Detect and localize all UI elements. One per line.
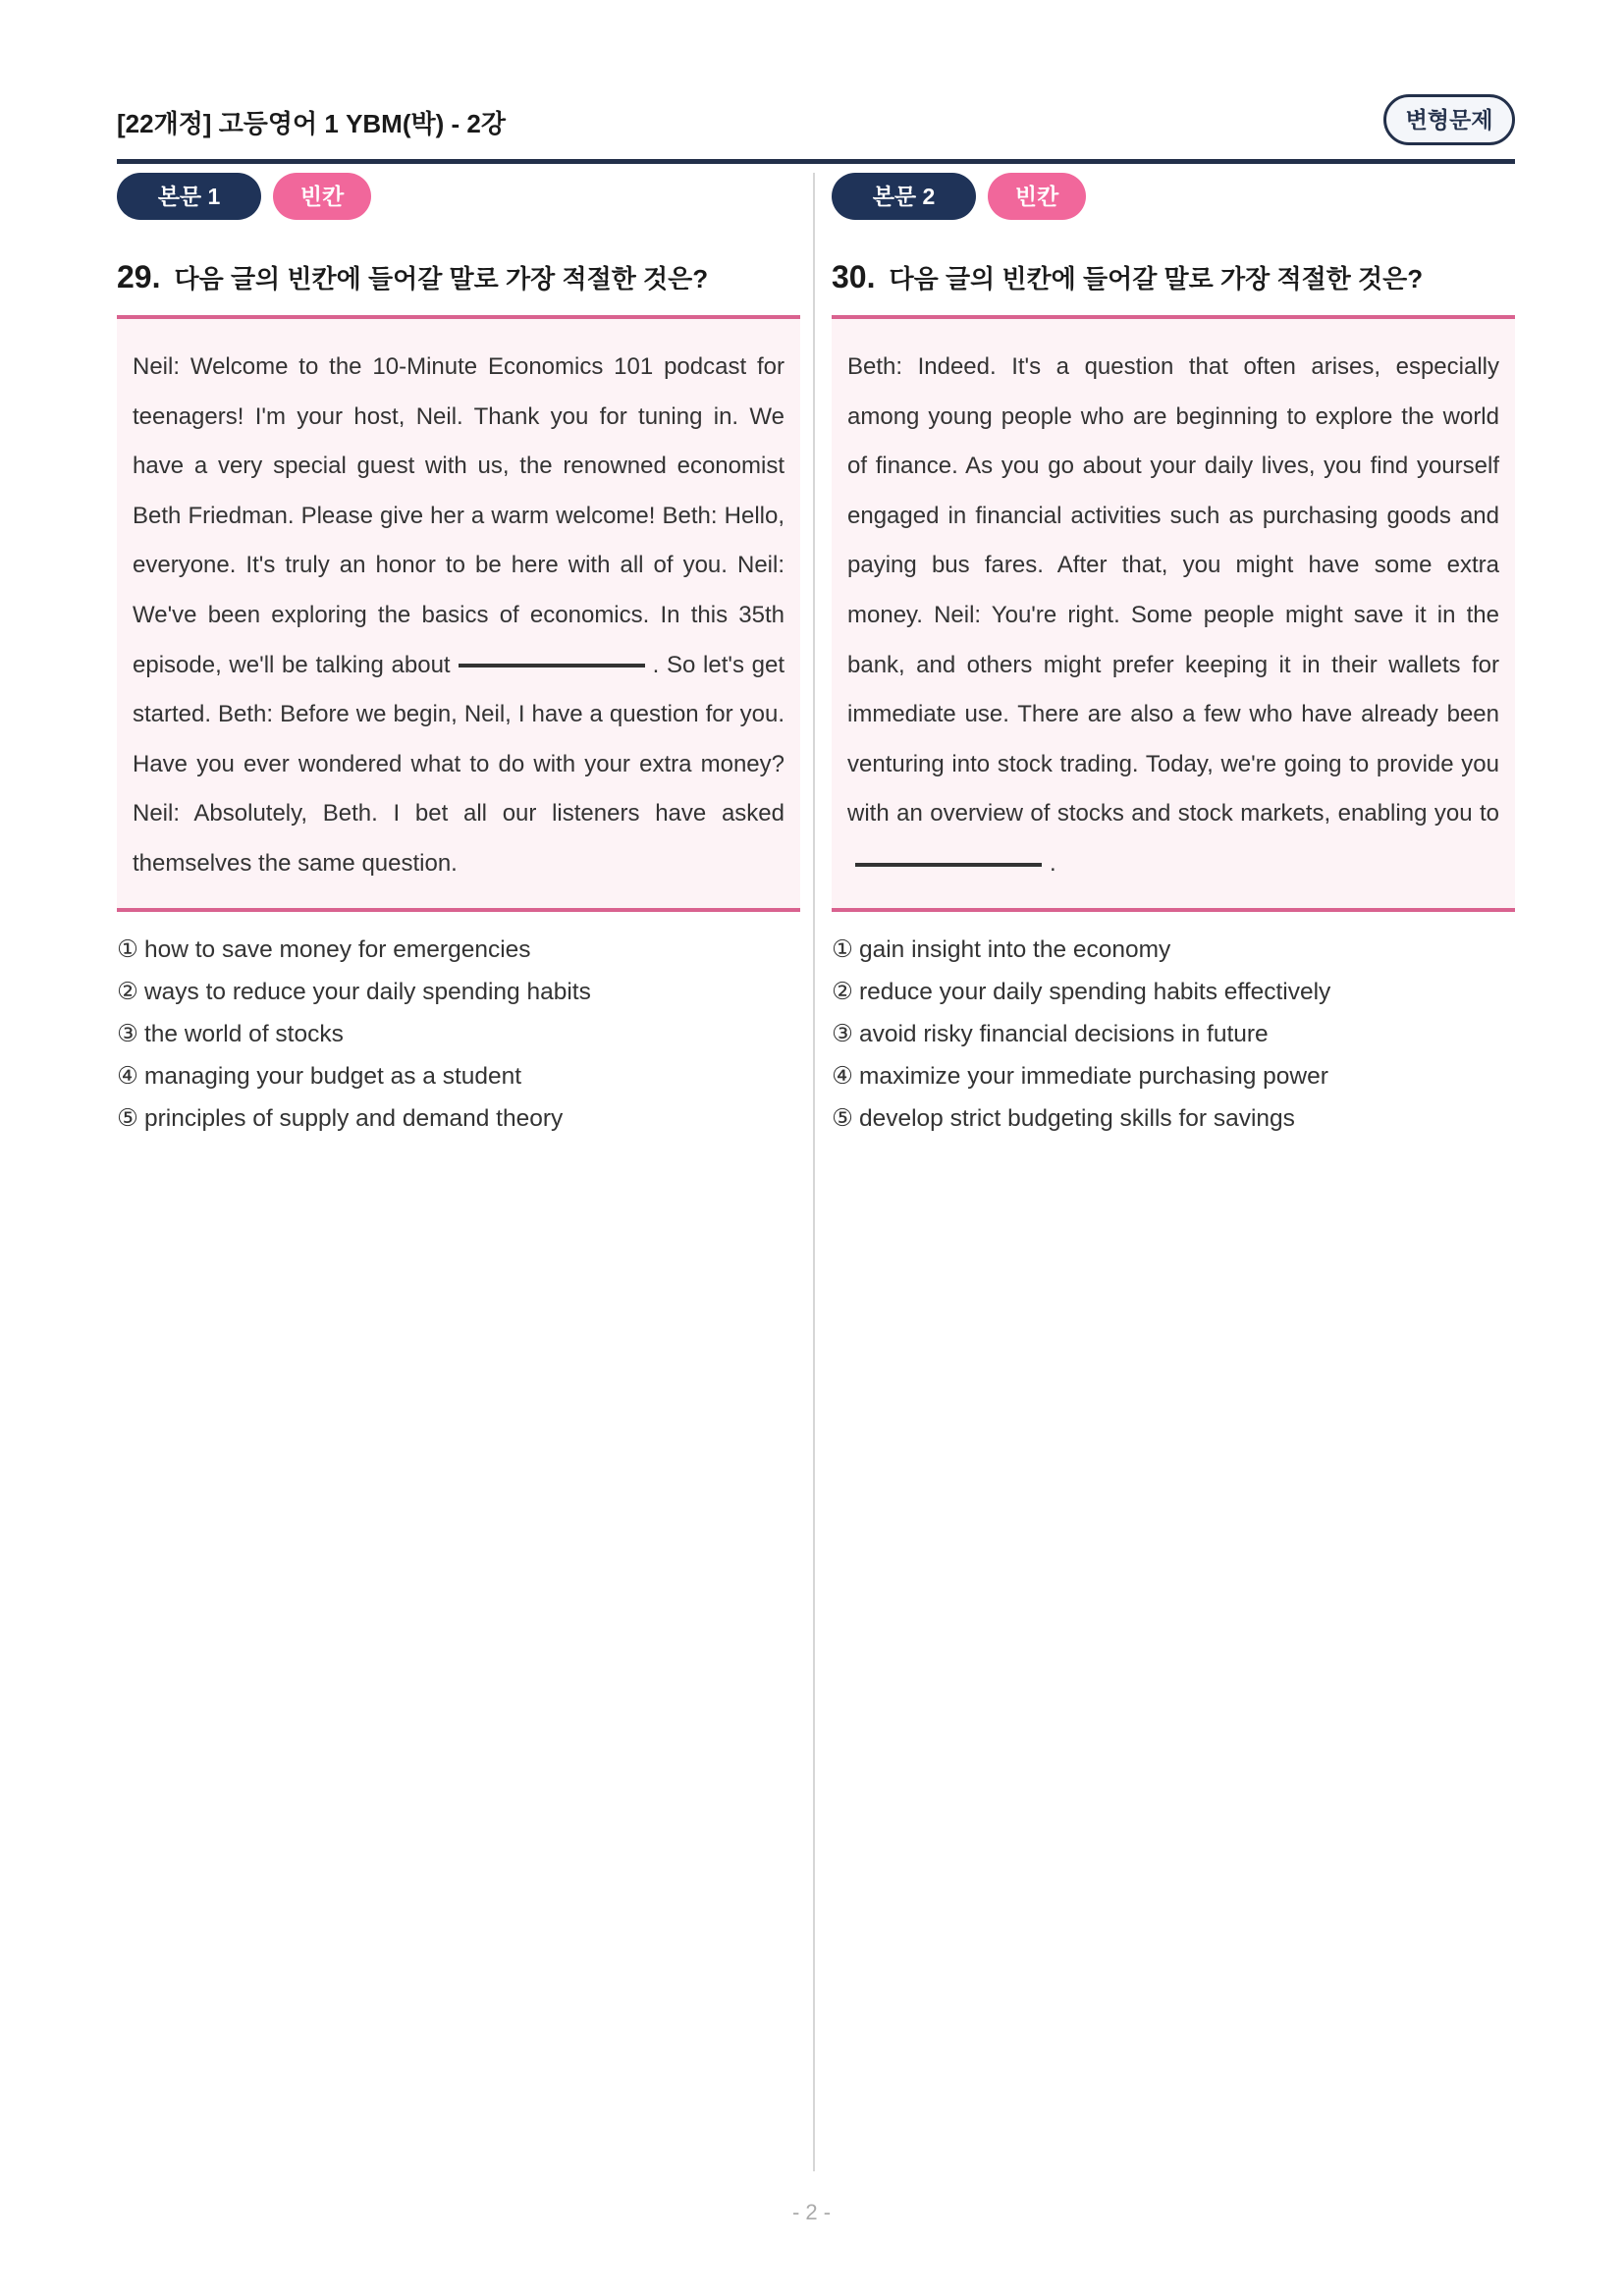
- option-3[interactable]: [117, 1013, 800, 1055]
- question-number: 30.: [832, 259, 876, 294]
- option-marker: ③: [117, 1021, 138, 1047]
- option-marker: ④: [832, 1063, 853, 1090]
- option-marker: ⑤: [117, 1105, 138, 1132]
- option-text: reduce your daily spending habits effectively: [858, 979, 1331, 1005]
- option-text: how to save money for emergencies: [143, 936, 531, 963]
- option-5[interactable]: [832, 1097, 1515, 1140]
- page-header: [117, 94, 1515, 164]
- option-marker: ⑤: [832, 1105, 853, 1132]
- option-2[interactable]: [832, 971, 1515, 1013]
- passage-text-before: Beth: Indeed. It's a question that often arises, especially among young people who are beginning to explore the world of finance. As you go about your daily lives, you find yourself engaged in financial activities such as purchasing goods and paying bus fares. After that, you might have some extra money. Neil: You're right. Some people might save it in the bank, and others might prefer keeping it in their wallets for immediate use. There are also a few who have already been venturing into stock trading. Today, we're going to provide you with an overview of stocks and stock markets, enabling you to: [847, 353, 1499, 828]
- type-tag: 빈칸: [273, 173, 371, 220]
- option-1[interactable]: [117, 929, 800, 971]
- option-text: managing your budget as a student: [143, 1063, 522, 1090]
- passage-box: [832, 315, 1515, 912]
- column-divider: [813, 173, 815, 2171]
- question-tags: [117, 173, 800, 222]
- option-text: gain insight into the economy: [858, 936, 1171, 963]
- section-tag: 본문 1: [117, 173, 261, 220]
- answer-blank: [459, 664, 645, 667]
- question-30: [832, 173, 1515, 1132]
- option-marker: ②: [832, 979, 853, 1005]
- question-29: [117, 173, 800, 1132]
- question-number: 29.: [117, 259, 161, 294]
- option-text: develop strict budgeting skills for savings: [858, 1105, 1295, 1132]
- option-1[interactable]: [832, 929, 1515, 971]
- question-tags: [832, 173, 1515, 222]
- option-marker: ④: [117, 1063, 138, 1090]
- option-2[interactable]: [117, 971, 800, 1013]
- question-prompt: 다음 글의 빈칸에 들어갈 말로 가장 적절한 것은?: [889, 264, 1424, 294]
- variant-badge: 변형문제: [1383, 94, 1515, 145]
- question-prompt: 다음 글의 빈칸에 들어갈 말로 가장 적절한 것은?: [174, 264, 709, 294]
- answer-options: [832, 929, 1515, 1140]
- option-marker: ①: [117, 936, 138, 963]
- question-title: [117, 259, 800, 295]
- option-4[interactable]: [117, 1055, 800, 1097]
- passage-text-before: Neil: Welcome to the 10-Minute Economics 101 podcast for teenagers! I'm your host, Neil. Thank you for tuning in. We have a very special guest with us, the renowned economist Beth Friedman. Please give her a warm welcome! Beth: Hello, everyone. It's truly an honor to be here with all of you. Neil: We've been exploring the basics of economics. In this 35th episode, we'll be talking about: [133, 353, 784, 678]
- option-text: principles of supply and demand theory: [143, 1105, 564, 1132]
- section-tag: 본문 2: [832, 173, 976, 220]
- option-3[interactable]: [832, 1013, 1515, 1055]
- page-number: - 2 -: [791, 2200, 832, 2224]
- option-marker: ②: [117, 979, 138, 1005]
- document-title: [22개정] 고등영어 1 YBM(박) - 2강: [117, 109, 506, 138]
- passage-box: [117, 315, 800, 912]
- passage-text-after: . So let's get started. Beth: Before we begin, Neil, I have a question for you. Have you ever wondered what to do with your extra money? Neil: Absolutely, Beth. I bet all our listeners have asked themselves the same question.: [133, 651, 785, 877]
- option-marker: ①: [832, 936, 853, 963]
- question-title: [832, 259, 1515, 295]
- option-text: ways to reduce your daily spending habits: [143, 979, 591, 1005]
- answer-blank: [855, 863, 1042, 867]
- option-5[interactable]: [117, 1097, 800, 1140]
- answer-options: [117, 929, 800, 1140]
- option-4[interactable]: [832, 1055, 1515, 1097]
- type-tag: 빈칸: [988, 173, 1086, 220]
- option-text: maximize your immediate purchasing power: [858, 1063, 1328, 1090]
- option-text: the world of stocks: [143, 1021, 344, 1047]
- option-marker: ③: [832, 1021, 853, 1047]
- option-text: avoid risky financial decisions in future: [858, 1021, 1269, 1047]
- passage-text-after: .: [1050, 849, 1056, 877]
